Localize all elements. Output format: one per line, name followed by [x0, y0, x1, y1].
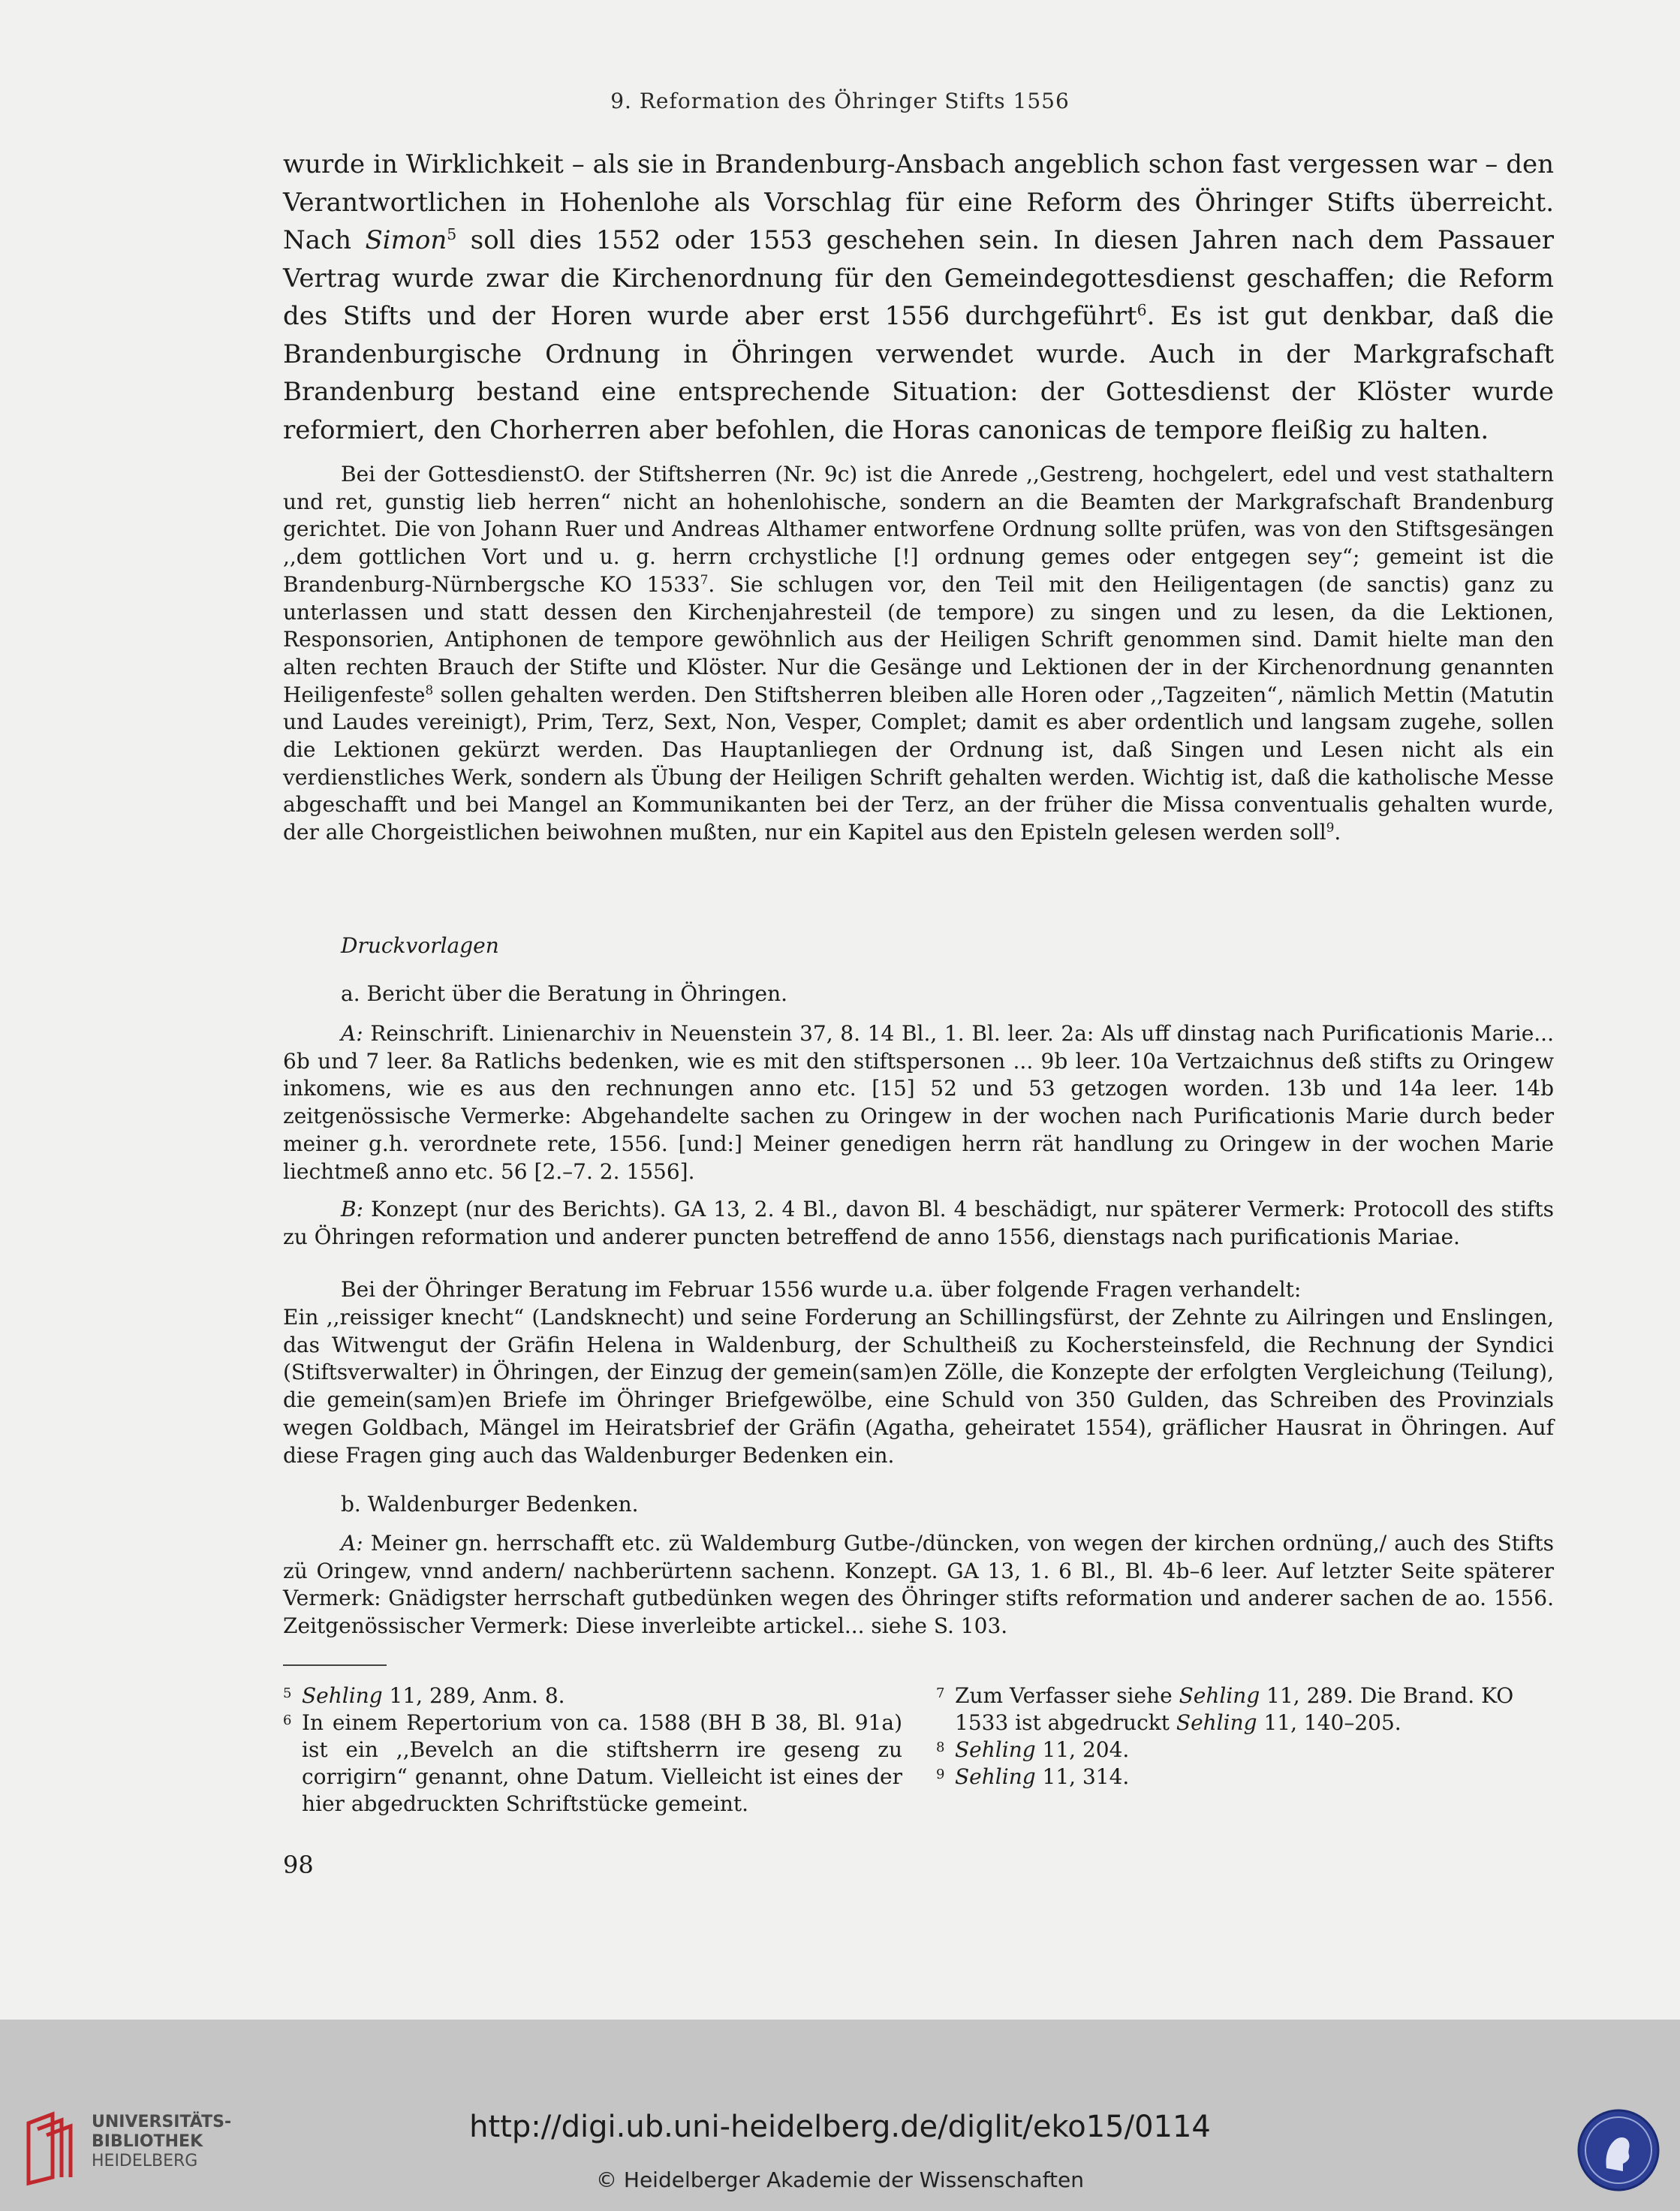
section-a-source-A	[283, 1020, 1554, 1185]
academy-seal-icon[interactable]	[1576, 2108, 1660, 2192]
intro-text-1: wurde in Wirklichkeit – als sie in Brandenburg-Ansbach angeblich schon fast vergessen war – den Verantwortlichen in Hohenlohe als Vorschlag für eine Reform des Öhringer Stifts überreicht. Nach	[283, 149, 1554, 255]
footnote-text: Zum Verfasser siehe	[955, 1683, 1179, 1708]
intro-text-3: . Es ist gut denkbar, daß die Brandenburgische Ordnung in Öhringen verwendet wurde. Auch in der Markgrafschaft Brandenburg bestand eine entsprechende Situation: der Gottesdienst der Klöster wurde reformiert, den Chorherren aber befohlen, die Horas canonicas de tempore fleißig zu halten.	[283, 301, 1555, 445]
footnote-5	[283, 1682, 902, 1709]
library-name-line-1: UNIVERSITÄTS-	[92, 2113, 232, 2131]
beratung-intro: Bei der Öhringer Beratung im Februar 1556 wurde u.a. über folgende Fragen verhandelt:	[341, 1277, 1302, 1302]
running-header: 9. Reformation des Öhringer Stifts 1556	[610, 89, 1070, 113]
section-a-title: a. Bericht über die Beratung in Öhringen.	[341, 981, 788, 1006]
analysis-text-1: Bei der GottesdienstO. der Stiftsherren (Nr. 9c) ist die Anrede ,,Gestreng, hochgelert, edel und vest stathaltern und ret, gunstig lieb herren“ nicht an hohenlohische, sondern an die Beamten der Markgrafschaft Brandenburg gerichtet. Die von Johann Ruer und Andreas Althamer entworfene Ordnung sollte prüfen, was von den Stiftsgesängen ,,dem gottlichen Vort und u. g. herrn crchystliche [!] ordnung gemes oder entgegen sey“; gemeint ist die Brandenburg-Nürnbergsche KO 1533	[283, 462, 1554, 597]
analysis-paragraph	[283, 461, 1554, 847]
library-banner	[0, 2020, 1680, 2211]
footnote-6	[283, 1709, 902, 1818]
footnote-9	[936, 1764, 1554, 1791]
footnote-text: 11, 289. Die Brand. KO 1533 ist abgedruckt	[955, 1683, 1514, 1735]
footnote-8	[936, 1737, 1554, 1764]
footnotes-left	[283, 1682, 902, 1818]
analysis-text-3: sollen gehalten werden. Den Stiftsherren bleiben alle Horen oder ,,Tagzeiten“, nämlich Mettin (Matutin und Laudes vereinigt), Prim, Terz, Sext, Non, Vesper, Complet; damit es aber ordentlich und langsam zugehe, sollen die Lektionen gekürzt werden. Das Hauptanliegen der Ordnung ist, daß Singen und Lesen nicht als ein verdienstliches Werk, sondern als Übung der Heiligen Schrift gehalten werden. Wichtig ist, daß die katholische Messe abgeschafft und bei Mangel an Kommunikanten bei der Terz, an der früher die Missa conventualis gehalten wurde, der alle Chorgeistlichen beiwohnen mußten, nur ein Kapitel aus den Episteln gelesen werden soll	[283, 682, 1554, 845]
footnote-text: 11, 204.	[1035, 1737, 1130, 1762]
library-name-line-2: BIBLIOTHEK	[92, 2132, 203, 2151]
intro-text-2: soll dies 1552 oder 1553 geschehen sein. In diesen Jahren nach dem Passauer Vertrag wurde zwar die Kirchenordnung für den Gemeindegottesdienst geschaffen; die Reform des Stifts und der Horen wurde aber erst 1556 durchgeführt	[283, 225, 1554, 331]
footnote-number: 9	[936, 1767, 945, 1782]
footnote-ref-7[interactable]: 7	[700, 571, 709, 587]
section-b-source-A	[283, 1530, 1554, 1640]
footnote-number: 6	[283, 1712, 292, 1728]
footnote-ref-8[interactable]: 8	[425, 682, 434, 697]
source-A-text: Reinschrift. Linienarchiv in Neuenstein 37, 8. 14 Bl., 1. Bl. leer. 2a: Als uff dinstag nach Purificationis Marie... 6b und 7 leer. 8a Ratlichs bedenken, wie es mit den stiftspersonen ... 9b leer. 10a Vertzaichnus deß stifts zu Oringew inkomens, wie es aus den rechnungen anno etc. [15] 52 und 53 getzogen worden. 13b und 14a leer. 14b zeitgenössische Vermerke: Abgehandelte sachen zu Oringew in der wochen nach Purificationis Marie durch beder meiner g.h. verordnete rete, 1556. [und:] Meiner genedigen herrn rät handlung zu Oringew in der wochen Marie liechtmeß anno etc. 56 [2.–7. 2. 1556].	[283, 1021, 1554, 1184]
footnote-7	[936, 1682, 1554, 1737]
page-number: 98	[283, 1851, 314, 1879]
footnotes-right	[936, 1682, 1554, 1791]
analysis-text-4: .	[1334, 820, 1341, 845]
druckvorlagen-heading: Druckvorlagen	[341, 933, 499, 958]
footnote-number: 5	[283, 1685, 292, 1701]
intro-paragraph	[283, 146, 1554, 449]
footnote-ref-6[interactable]: 6	[1137, 300, 1147, 319]
footnote-author: Sehling	[955, 1764, 1036, 1789]
footnote-text: 11, 314.	[1035, 1764, 1130, 1789]
library-name-line-3: HEIDELBERG	[92, 2152, 198, 2170]
source-A-b-text: Meiner gn. herrschafft etc. zü Waldemburg Gutbe-/düncken, von wegen der kirchen ordnüng,/ auch des Stifts zü Oringew, vnnd andern/ nachberürtenn sachenn. Konzept. GA 13, 1. 6 Bl., Bl. 4b–6 leer. Auf letzter Seite späterer Vermerk: Gnädigster herrschaft gutbedünken wegen des Öhringer stifts reformation und anderer sachen de ao. 1556. Zeitgenössischer Vermerk: Diese inverleibte artickel... siehe S. 103.	[283, 1531, 1554, 1639]
footnote-text: 11, 140–205.	[1257, 1710, 1402, 1735]
footnote-ref-9[interactable]: 9	[1326, 820, 1335, 836]
footnote-number: 8	[936, 1740, 945, 1755]
section-a-source-B	[283, 1196, 1554, 1251]
footnote-author: Sehling	[955, 1737, 1036, 1762]
footnote-author: Sehling	[1179, 1683, 1260, 1708]
beratung-text: Ein ,,reissiger knecht“ (Landsknecht) und seine Forderung an Schillingsfürst, der Zehnte zu Ailringen und Enslingen, das Witwengut der Gräfin Helena in Waldenburg, der Schultheiß zu Kochersteinsfeld, die Rechnung der Syndici (Stiftsverwalter) in Öhringen, der Einzug der gemein(sam)en Zölle, die Konzepte der erfolgten Vergleichung (Teilung), die gemein(sam)en Briefe im Öhringer Briefgewölbe, eine Schuld von 350 Gulden, das Schreiben des Provinzials wegen Goldbach, Mängel im Heiratsbrief der Gräfin (Agatha, geheiratet 1554), gräflicher Hausrat in Öhringen. Auf diese Fragen ging auch das Waldenburger Bedenken ein.	[283, 1305, 1554, 1468]
section-b-title: b. Waldenburger Bedenken.	[341, 1492, 639, 1517]
siglum-A: A:	[341, 1021, 363, 1046]
footnote-text: In einem Repertorium von ca. 1588 (BH B 38, Bl. 91a) ist ein ,,Bevelch an die stiftsherrn ire geseng zu corrigirn“ genannt, ohne Datum. Vielleicht ist eines der hier abgedruckten Schriftstücke gemeint.	[302, 1710, 902, 1816]
siglum-B: B:	[341, 1197, 364, 1221]
copyright-notice: © Heidelberger Akademie der Wissenschaften	[595, 2167, 1084, 2192]
footnote-author: Sehling	[302, 1683, 383, 1708]
footnote-text: 11, 289, Anm. 8.	[382, 1683, 565, 1708]
author-simon: Simon	[365, 225, 447, 255]
permalink-url[interactable]: http://digi.ub.uni-heidelberg.de/diglit/eko15/0114	[469, 2110, 1211, 2144]
footnote-author: Sehling	[1176, 1710, 1257, 1735]
footnote-number: 7	[936, 1685, 945, 1701]
footnote-ref-5[interactable]: 5	[447, 224, 457, 243]
siglum-A-b: A:	[341, 1531, 363, 1556]
source-B-text: Konzept (nur des Berichts). GA 13, 2. 4 Bl., davon Bl. 4 beschädigt, nur späterer Vermerk: Protocoll des stifts zu Öhringen reformation und anderer puncten betreffend de anno 1556, dienstags nach purificationis Mariae.	[283, 1197, 1554, 1249]
footnote-separator	[283, 1664, 387, 1666]
analysis-text-2: . Sie schlugen vor, den Teil mit den Heiligentagen (de sanctis) ganz zu unterlassen und statt dessen den Kirchenjahresteil (de tempore) zu singen und zu lesen, da die Lektionen, Responsorien, Antiphonen de tempore gewöhnlich aus der Heiligen Schrift genommen sind. Damit hielte man den alten rechten Brauch der Stifte und Klöster. Nur die Gesänge und Lektionen der in der Kirchenordnung genannten Heiligenfeste	[283, 571, 1555, 707]
